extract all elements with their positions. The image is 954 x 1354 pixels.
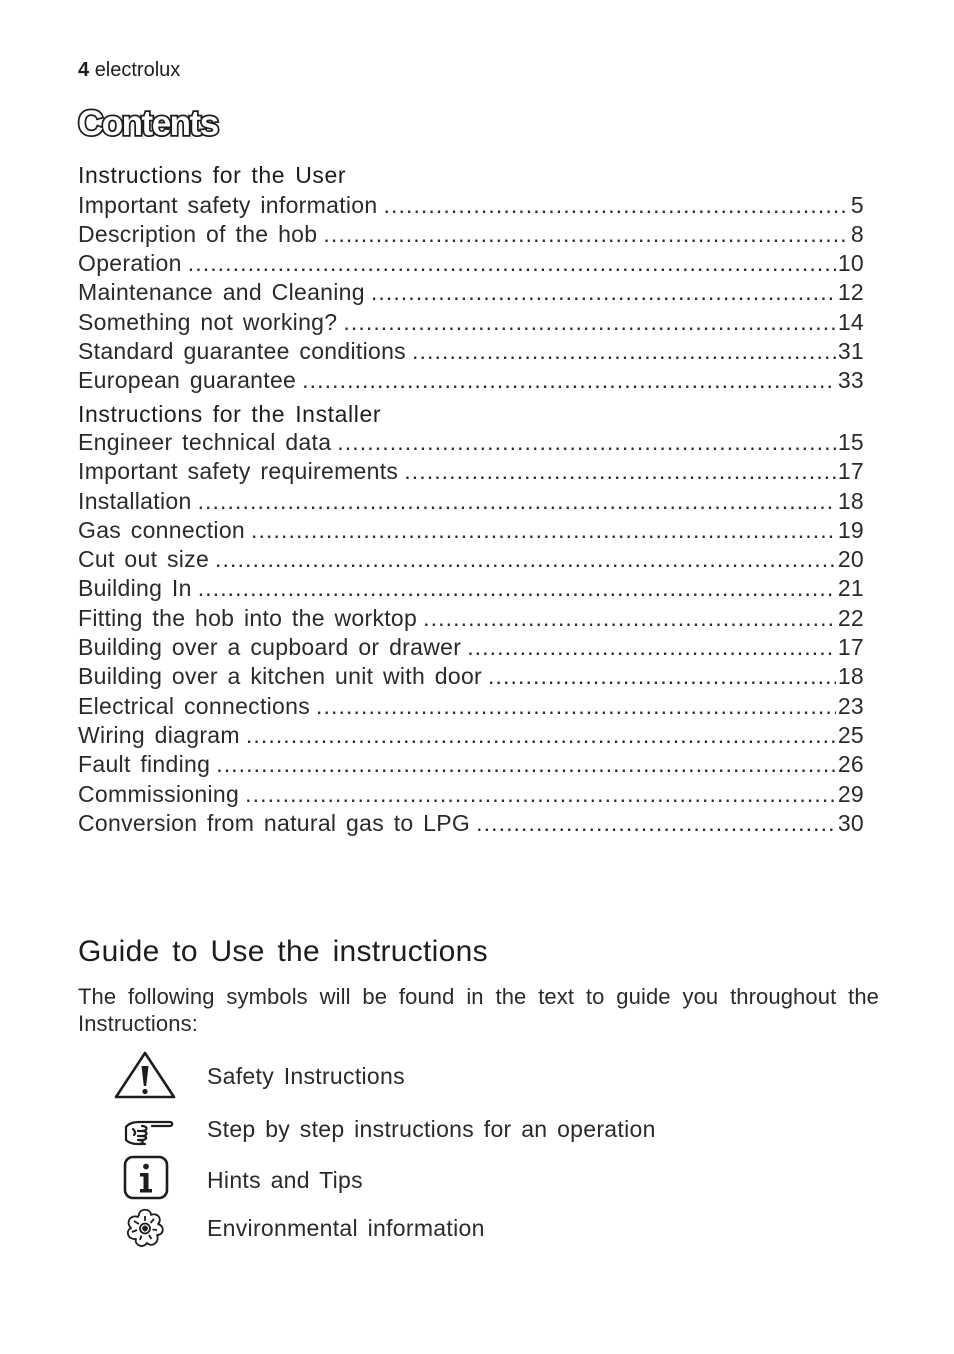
toc-entry-page: 25 xyxy=(837,721,864,748)
toc-leader-dots xyxy=(246,721,836,750)
toc-entry-label: Wiring diagram xyxy=(78,721,240,748)
toc-entry-label: Commissioning xyxy=(78,780,240,807)
toc-entry-page: 22 xyxy=(837,604,864,631)
toc-leader-dots xyxy=(343,308,835,337)
toc-entry[interactable] xyxy=(78,337,864,366)
guide-title: Guide to Use the instructions xyxy=(78,935,488,968)
toc-leader-dots xyxy=(383,191,848,220)
toc-leader-dots xyxy=(371,278,836,307)
toc-installer-section xyxy=(78,401,864,838)
toc-entry[interactable] xyxy=(78,574,864,603)
symbol-row-safety xyxy=(0,1051,954,1101)
symbol-label: Safety Instructions xyxy=(207,1063,405,1089)
toc-entry-label: Electrical connections xyxy=(78,692,311,719)
toc-entry-label: Operation xyxy=(78,250,182,277)
toc-entry-label: Gas connection xyxy=(78,516,246,543)
flower-icon xyxy=(112,1204,178,1254)
toc-entry[interactable] xyxy=(78,220,864,249)
toc-leader-dots xyxy=(216,750,836,779)
toc-entry-label: Fault finding xyxy=(78,751,211,778)
toc-leader-dots xyxy=(198,574,836,603)
toc-entry-label: Engineer technical data xyxy=(78,429,332,455)
page-number: 4 xyxy=(78,59,90,81)
toc-entry-page: 12 xyxy=(837,279,864,306)
toc-entry-page: 30 xyxy=(837,809,864,836)
toc-entry-page: 29 xyxy=(837,780,864,807)
pointing-hand-icon xyxy=(112,1104,178,1154)
toc-entry[interactable] xyxy=(78,516,864,545)
toc-entry-page: 18 xyxy=(837,663,864,690)
toc-entry[interactable] xyxy=(78,457,864,486)
toc-entry-label: Description of the hob xyxy=(78,220,318,247)
toc-entry[interactable] xyxy=(78,662,864,691)
toc-entry[interactable] xyxy=(78,278,864,307)
toc-entry[interactable] xyxy=(78,750,864,779)
toc-entry[interactable] xyxy=(78,604,864,633)
contents-title: Contents xyxy=(78,104,218,143)
toc-entry-label: Installation xyxy=(78,487,192,514)
toc-user-section xyxy=(78,161,864,396)
toc-entry-page: 5 xyxy=(850,191,864,218)
toc-entry[interactable] xyxy=(78,692,864,721)
toc-entry-page: 15 xyxy=(837,429,864,455)
toc-leader-dots xyxy=(302,366,836,395)
toc-entry-page: 17 xyxy=(837,458,864,485)
toc-entry-page: 19 xyxy=(837,516,864,543)
toc-entry[interactable] xyxy=(78,633,864,662)
toc-entry[interactable] xyxy=(78,487,864,516)
symbol-label: Hints and Tips xyxy=(207,1167,363,1193)
toc-leader-dots xyxy=(251,516,836,545)
toc-entry-page: 31 xyxy=(837,337,864,364)
toc-entry-label: Building over a cupboard or drawer xyxy=(78,634,462,661)
toc-entry[interactable] xyxy=(78,366,864,395)
toc-leader-dots xyxy=(316,692,836,721)
toc-entry-page: 33 xyxy=(837,367,864,394)
toc-entry-label: Building over a kitchen unit with door xyxy=(78,663,483,690)
toc-entry-label: Conversion from natural gas to LPG xyxy=(78,809,471,836)
toc-entry[interactable] xyxy=(78,249,864,278)
toc-entry-page: 8 xyxy=(850,220,864,247)
toc-entry-label: Building In xyxy=(78,575,192,602)
guide-intro: The following symbols will be found in the text to guide you throughout the Instructions: xyxy=(78,984,879,1036)
toc-section-heading: Instructions for the User xyxy=(78,162,347,188)
toc-entry-label: Important safety information xyxy=(78,191,378,218)
toc-leader-dots xyxy=(337,428,836,457)
symbol-row-hints xyxy=(0,1154,954,1204)
toc-leader-dots xyxy=(423,604,836,633)
toc-entry[interactable] xyxy=(78,428,864,457)
toc-leader-dots xyxy=(245,780,836,809)
warning-triangle-icon xyxy=(112,1051,178,1101)
symbol-label: Environmental information xyxy=(207,1215,485,1241)
toc-entry[interactable] xyxy=(78,308,864,337)
toc-leader-dots xyxy=(412,337,836,366)
toc-entry-page: 10 xyxy=(837,250,864,277)
toc-leader-dots xyxy=(467,633,836,662)
toc-entry-label: European guarantee xyxy=(78,367,297,394)
toc-entry-page: 20 xyxy=(837,546,864,573)
toc-entry[interactable] xyxy=(78,809,864,838)
toc-leader-dots xyxy=(488,662,836,691)
toc-entry-label: Something not working? xyxy=(78,308,338,335)
toc-entry-page: 14 xyxy=(837,308,864,335)
toc-leader-dots xyxy=(188,249,836,278)
toc-entry-page: 23 xyxy=(837,692,864,719)
toc-leader-dots xyxy=(215,545,836,574)
toc-entry[interactable] xyxy=(78,545,864,574)
toc-entry-label: Important safety requirements xyxy=(78,458,399,485)
toc-entry[interactable] xyxy=(78,191,864,220)
page-header xyxy=(78,58,180,82)
toc-entry-page: 21 xyxy=(837,575,864,602)
toc-leader-dots xyxy=(323,220,849,249)
symbol-row-steps xyxy=(0,1104,954,1154)
toc-entry-label: Cut out size xyxy=(78,546,210,573)
toc-entry-page: 17 xyxy=(837,634,864,661)
brand-name: electrolux xyxy=(94,59,181,81)
toc-entry-label: Fitting the hob into the worktop xyxy=(78,604,418,631)
toc-leader-dots xyxy=(198,487,836,516)
toc-entry-page: 26 xyxy=(837,751,864,778)
toc-entry[interactable] xyxy=(78,721,864,750)
toc-entry-page: 18 xyxy=(837,487,864,514)
toc-leader-dots xyxy=(476,809,836,838)
symbol-row-environment xyxy=(0,1204,954,1254)
toc-leader-dots xyxy=(404,457,836,486)
toc-entry[interactable] xyxy=(78,780,864,809)
toc-entry-label: Maintenance and Cleaning xyxy=(78,279,365,306)
info-icon xyxy=(112,1154,178,1204)
toc-section-heading: Instructions for the Installer xyxy=(78,401,382,427)
symbol-label: Step by step instructions for an operation xyxy=(207,1116,656,1142)
toc-entry-label: Standard guarantee conditions xyxy=(78,337,406,364)
